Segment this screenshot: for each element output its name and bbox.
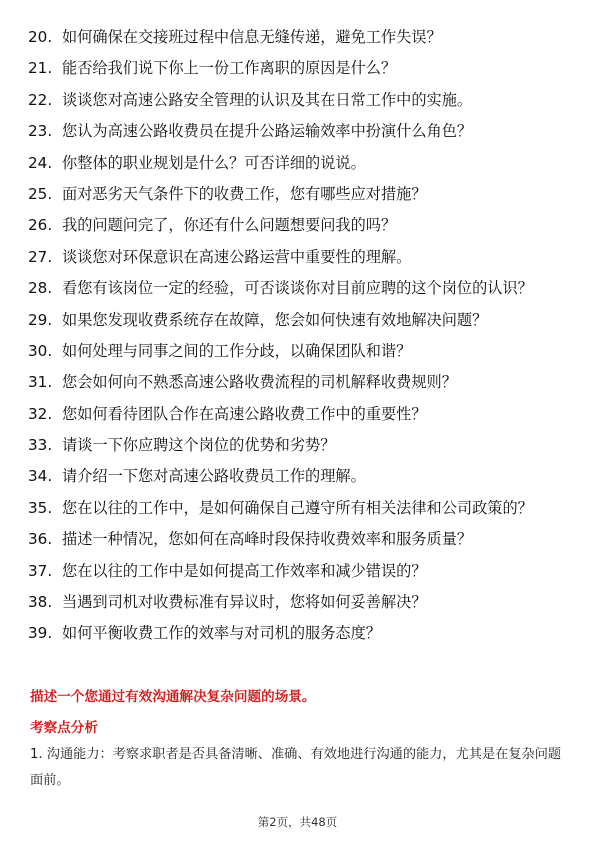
question-text: 请谈一下你应聘这个岗位的优势和劣势？ xyxy=(62,436,336,455)
question-item xyxy=(28,57,568,79)
question-item xyxy=(28,340,568,362)
question-text: 当遇到司机对收费标准有异议时，您将如何妥善解决？ xyxy=(62,593,427,612)
question-text: 您认为高速公路收费员在提升公路运输效率中扮演什么角色？ xyxy=(62,122,473,141)
question-number: 33. xyxy=(28,436,53,455)
question-item xyxy=(28,622,568,644)
question-number: 30. xyxy=(28,341,53,360)
question-text: 如何平衡收费工作的效率与对司机的服务态度？ xyxy=(62,624,381,643)
question-item xyxy=(28,277,568,299)
question-number: 26. xyxy=(28,216,53,235)
question-item xyxy=(28,403,568,425)
question-number: 39. xyxy=(28,624,53,643)
question-text: 如何处理与同事之间的工作分歧，以确保团队和谐？ xyxy=(62,341,412,360)
question-number: 25. xyxy=(28,184,53,203)
question-text: 如何确保在交接班过程中信息无缝传递，避免工作失误？ xyxy=(62,28,442,46)
question-text: 看您有该岗位一定的经验，可否谈谈你对目前应聘的这个岗位的认识？ xyxy=(62,279,533,298)
question-item xyxy=(28,497,568,519)
question-list xyxy=(28,26,568,654)
question-text: 谈谈您对高速公路安全管理的认识及其在日常工作中的实施。 xyxy=(62,90,473,109)
question-item xyxy=(28,214,568,236)
question-number: 27. xyxy=(28,247,53,266)
question-number: 36. xyxy=(28,530,53,549)
question-number: 35. xyxy=(28,498,53,517)
question-item xyxy=(28,465,568,487)
question-item xyxy=(28,434,568,456)
question-item xyxy=(28,309,568,331)
question-number: 20. xyxy=(28,28,53,46)
question-item xyxy=(28,246,568,268)
section-title: 描述一个您通过有效沟通解决复杂问题的场景。 xyxy=(30,689,316,705)
question-text: 您在以往的工作中，是如何确保自己遵守所有相关法律和公司政策的？ xyxy=(62,498,533,517)
question-text: 您会如何向不熟悉高速公路收费流程的司机解释收费规则？ xyxy=(62,373,457,392)
question-item xyxy=(28,560,568,582)
question-text: 我的问题问完了，你还有什么问题想要问我的吗？ xyxy=(62,216,397,235)
analysis-text: 1. 沟通能力：考察求职者是否具备清晰、准确、有效地进行沟通的能力，尤其是在复杂问题面前。 xyxy=(30,747,562,788)
question-item xyxy=(28,528,568,550)
question-number: 38. xyxy=(28,593,53,612)
question-text: 谈谈您对环保意识在高速公路运营中重要性的理解。 xyxy=(62,247,412,266)
question-text: 您在以往的工作中是如何提高工作效率和减少错误的？ xyxy=(62,561,427,580)
page-footer: 第2页，共48页 xyxy=(257,815,338,829)
question-number: 37. xyxy=(28,561,53,580)
question-text: 您如何看待团队合作在高速公路收费工作中的重要性？ xyxy=(62,404,427,423)
question-number: 29. xyxy=(28,310,53,329)
question-text: 描述一种情况，您如何在高峰时段保持收费效率和服务质量？ xyxy=(62,530,473,549)
question-item xyxy=(28,591,568,613)
question-item xyxy=(28,183,568,205)
question-number: 22. xyxy=(28,90,53,109)
question-number: 32. xyxy=(28,404,53,423)
question-text: 如果您发现收费系统存在故障，您会如何快速有效地解决问题？ xyxy=(62,310,488,329)
question-number: 21. xyxy=(28,59,53,78)
analysis-subtitle: 考察点分析 xyxy=(30,720,98,736)
question-number: 24. xyxy=(28,153,53,172)
question-item xyxy=(28,371,568,393)
question-text: 请介绍一下您对高速公路收费员工作的理解。 xyxy=(62,467,366,486)
question-number: 23. xyxy=(28,122,53,141)
question-text: 能否给我们说下你上一份工作离职的原因是什么？ xyxy=(62,59,397,78)
question-item xyxy=(28,26,568,48)
question-item xyxy=(28,120,568,142)
question-number: 34. xyxy=(28,467,53,486)
question-number: 31. xyxy=(28,373,53,392)
question-text: 面对恶劣天气条件下的收费工作，您有哪些应对措施？ xyxy=(62,184,427,203)
question-item xyxy=(28,89,568,111)
question-text: 你整体的职业规划是什么？可否详细的说说。 xyxy=(62,153,366,172)
question-item xyxy=(28,152,568,174)
question-number: 28. xyxy=(28,279,53,298)
